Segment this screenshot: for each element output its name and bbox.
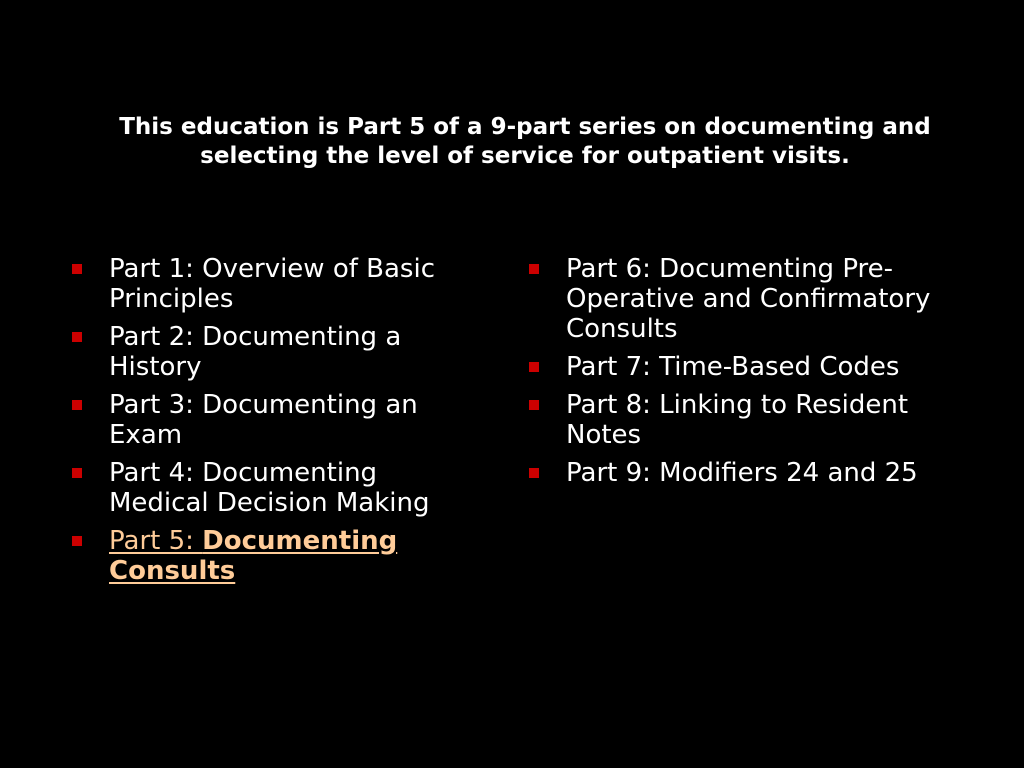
left-bullet-list bbox=[72, 254, 472, 594]
title-line-2: selecting the level of service for outpatient visits. bbox=[200, 143, 850, 169]
part-5-link[interactable] bbox=[109, 526, 397, 586]
link-prefix: Part 5: bbox=[109, 526, 203, 556]
square-bullet-icon bbox=[529, 400, 539, 410]
square-bullet-icon bbox=[529, 468, 539, 478]
list-item-text: Consults bbox=[566, 314, 678, 344]
list-item-part-6 bbox=[529, 254, 959, 344]
link-bold-text: Consults bbox=[109, 556, 236, 586]
list-item-part-7 bbox=[529, 352, 959, 382]
list-item-text: Part 6: Documenting Pre- bbox=[566, 254, 894, 284]
link-bold-text: Documenting bbox=[202, 526, 398, 556]
square-bullet-icon bbox=[529, 362, 539, 372]
list-item-part-3 bbox=[72, 390, 472, 450]
slide-title bbox=[60, 113, 990, 171]
list-item-text: Part 2: Documenting a bbox=[109, 322, 402, 352]
list-item-text: Part 4: Documenting bbox=[109, 458, 378, 488]
list-item-part-9 bbox=[529, 458, 959, 488]
list-item-text: Part 8: Linking to Resident bbox=[566, 390, 909, 420]
list-item-text: Operative and Confirmatory bbox=[566, 284, 931, 314]
list-item-text: Part 7: Time-Based Codes bbox=[566, 352, 900, 382]
square-bullet-icon bbox=[72, 468, 82, 478]
list-item-part-1 bbox=[72, 254, 472, 314]
square-bullet-icon bbox=[529, 264, 539, 274]
list-item-text: Medical Decision Making bbox=[109, 488, 430, 518]
list-item-text: Part 1: Overview of Basic bbox=[109, 254, 435, 284]
list-item-part-4 bbox=[72, 458, 472, 518]
list-item-text: Exam bbox=[109, 420, 183, 450]
list-item-part-5 bbox=[72, 526, 472, 586]
list-item-text: History bbox=[109, 352, 202, 382]
list-item-part-8 bbox=[529, 390, 959, 450]
square-bullet-icon bbox=[72, 400, 82, 410]
list-item-text: Principles bbox=[109, 284, 234, 314]
square-bullet-icon bbox=[72, 332, 82, 342]
title-line-1: This education is Part 5 of a 9-part series on documenting and bbox=[119, 114, 931, 140]
square-bullet-icon bbox=[72, 264, 82, 274]
list-item-part-2 bbox=[72, 322, 472, 382]
list-item-text: Part 3: Documenting an bbox=[109, 390, 418, 420]
right-bullet-list bbox=[529, 254, 959, 496]
list-item-text: Part 9: Modifiers 24 and 25 bbox=[566, 458, 918, 488]
square-bullet-icon bbox=[72, 536, 82, 546]
list-item-text: Notes bbox=[566, 420, 642, 450]
